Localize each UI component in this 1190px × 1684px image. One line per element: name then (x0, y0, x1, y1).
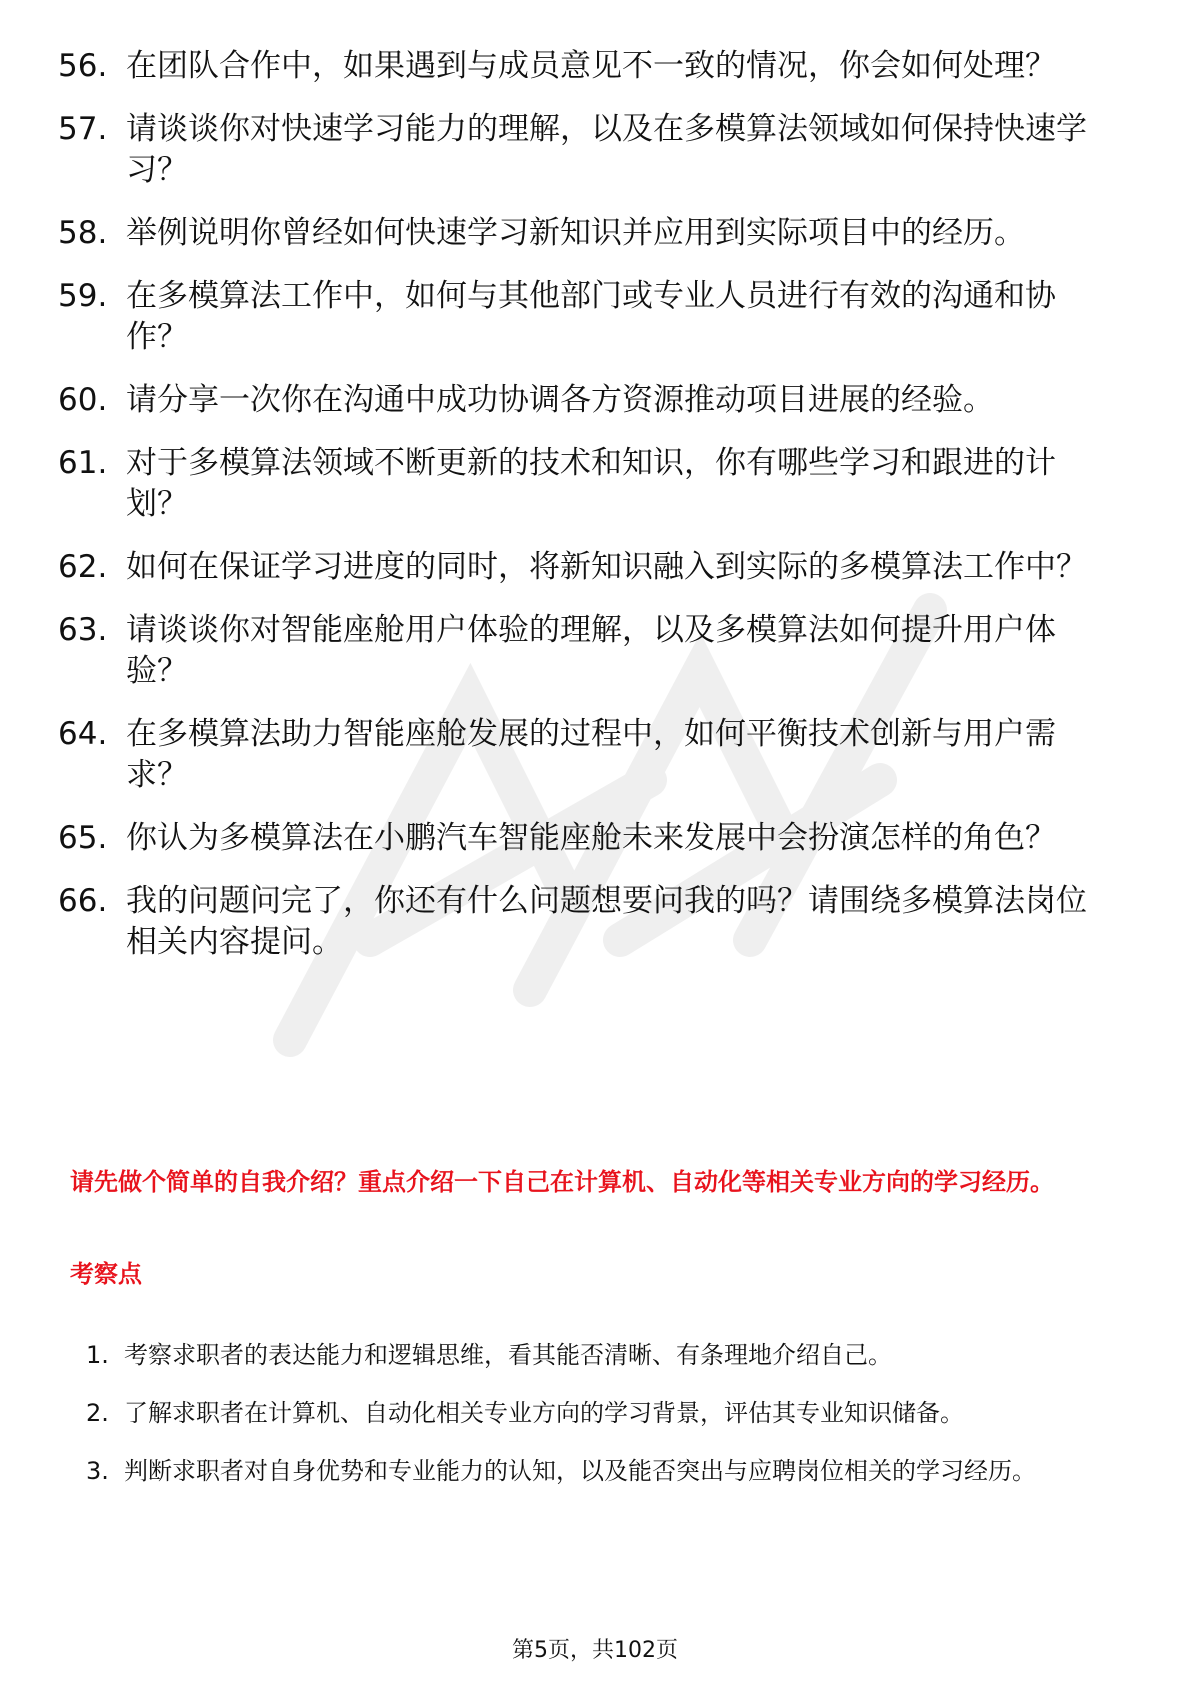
question-text: 在多模算法工作中，如何与其他部门或专业人员进行有效的沟通和协作？ (126, 278, 1056, 355)
point-text: 考察求职者的表达能力和逻辑思维，看其能否清晰、有条理地介绍自己。 (124, 1341, 892, 1369)
point-text: 了解求职者在计算机、自动化相关专业方向的学习背景，评估其专业知识储备。 (124, 1399, 964, 1427)
page-footer: 第5页，共102页 (512, 1638, 678, 1663)
question-item (58, 109, 1118, 191)
question-text: 在多模算法助力智能座舱发展的过程中，如何平衡技术创新与用户需求？ (126, 716, 1056, 793)
question-item (58, 380, 1118, 421)
point-number: 1. (86, 1341, 109, 1369)
assessment-point (86, 1442, 1116, 1500)
question-text: 请分享一次你在沟通中成功协调各方资源推动项目进展的经验。 (126, 382, 994, 418)
question-number: 61. (58, 445, 108, 481)
question-item (58, 276, 1118, 358)
question-number: 56. (58, 48, 108, 84)
question-text: 对于多模算法领域不断更新的技术和知识，你有哪些学习和跟进的计划？ (126, 445, 1056, 522)
question-number: 60. (58, 382, 108, 418)
question-number: 65. (58, 820, 108, 856)
question-item (58, 610, 1118, 692)
question-number: 59. (58, 278, 108, 314)
question-list (58, 46, 1118, 985)
question-item (58, 818, 1118, 859)
question-text: 我的问题问完了，你还有什么问题想要问我的吗？请围绕多模算法岗位相关内容提问。 (126, 883, 1087, 960)
question-number: 58. (58, 215, 108, 251)
question-item (58, 714, 1118, 796)
question-item (58, 213, 1118, 254)
point-number: 2. (86, 1399, 109, 1427)
question-item (58, 547, 1118, 588)
section-heading: 请先做个简单的自我介绍？重点介绍一下自己在计算机、自动化等相关专业方向的学习经历。 (70, 1168, 1054, 1196)
assessment-point (86, 1326, 1116, 1384)
question-number: 62. (58, 549, 108, 585)
question-text: 请谈谈你对智能座舱用户体验的理解，以及多模算法如何提升用户体验？ (126, 612, 1056, 689)
question-number: 57. (58, 111, 108, 147)
question-text: 举例说明你曾经如何快速学习新知识并应用到实际项目中的经历。 (126, 215, 1025, 251)
point-number: 3. (86, 1457, 109, 1485)
assessment-point (86, 1384, 1116, 1442)
question-text: 在团队合作中，如果遇到与成员意见不一致的情况，你会如何处理？ (126, 48, 1056, 84)
question-text: 如何在保证学习进度的同时，将新知识融入到实际的多模算法工作中？ (126, 549, 1087, 585)
question-item (58, 46, 1118, 87)
question-text: 请谈谈你对快速学习能力的理解，以及在多模算法领域如何保持快速学习？ (126, 111, 1087, 188)
question-item (58, 881, 1118, 963)
question-text: 你认为多模算法在小鹏汽车智能座舱未来发展中会扮演怎样的角色？ (126, 820, 1056, 856)
question-number: 64. (58, 716, 108, 752)
question-number: 63. (58, 612, 108, 648)
assessment-points-list (86, 1326, 1116, 1500)
point-text: 判断求职者对自身优势和专业能力的认知，以及能否突出与应聘岗位相关的学习经历。 (124, 1457, 1036, 1485)
question-item (58, 443, 1118, 525)
assessment-points-heading: 考察点 (70, 1260, 142, 1288)
question-number: 66. (58, 883, 108, 919)
